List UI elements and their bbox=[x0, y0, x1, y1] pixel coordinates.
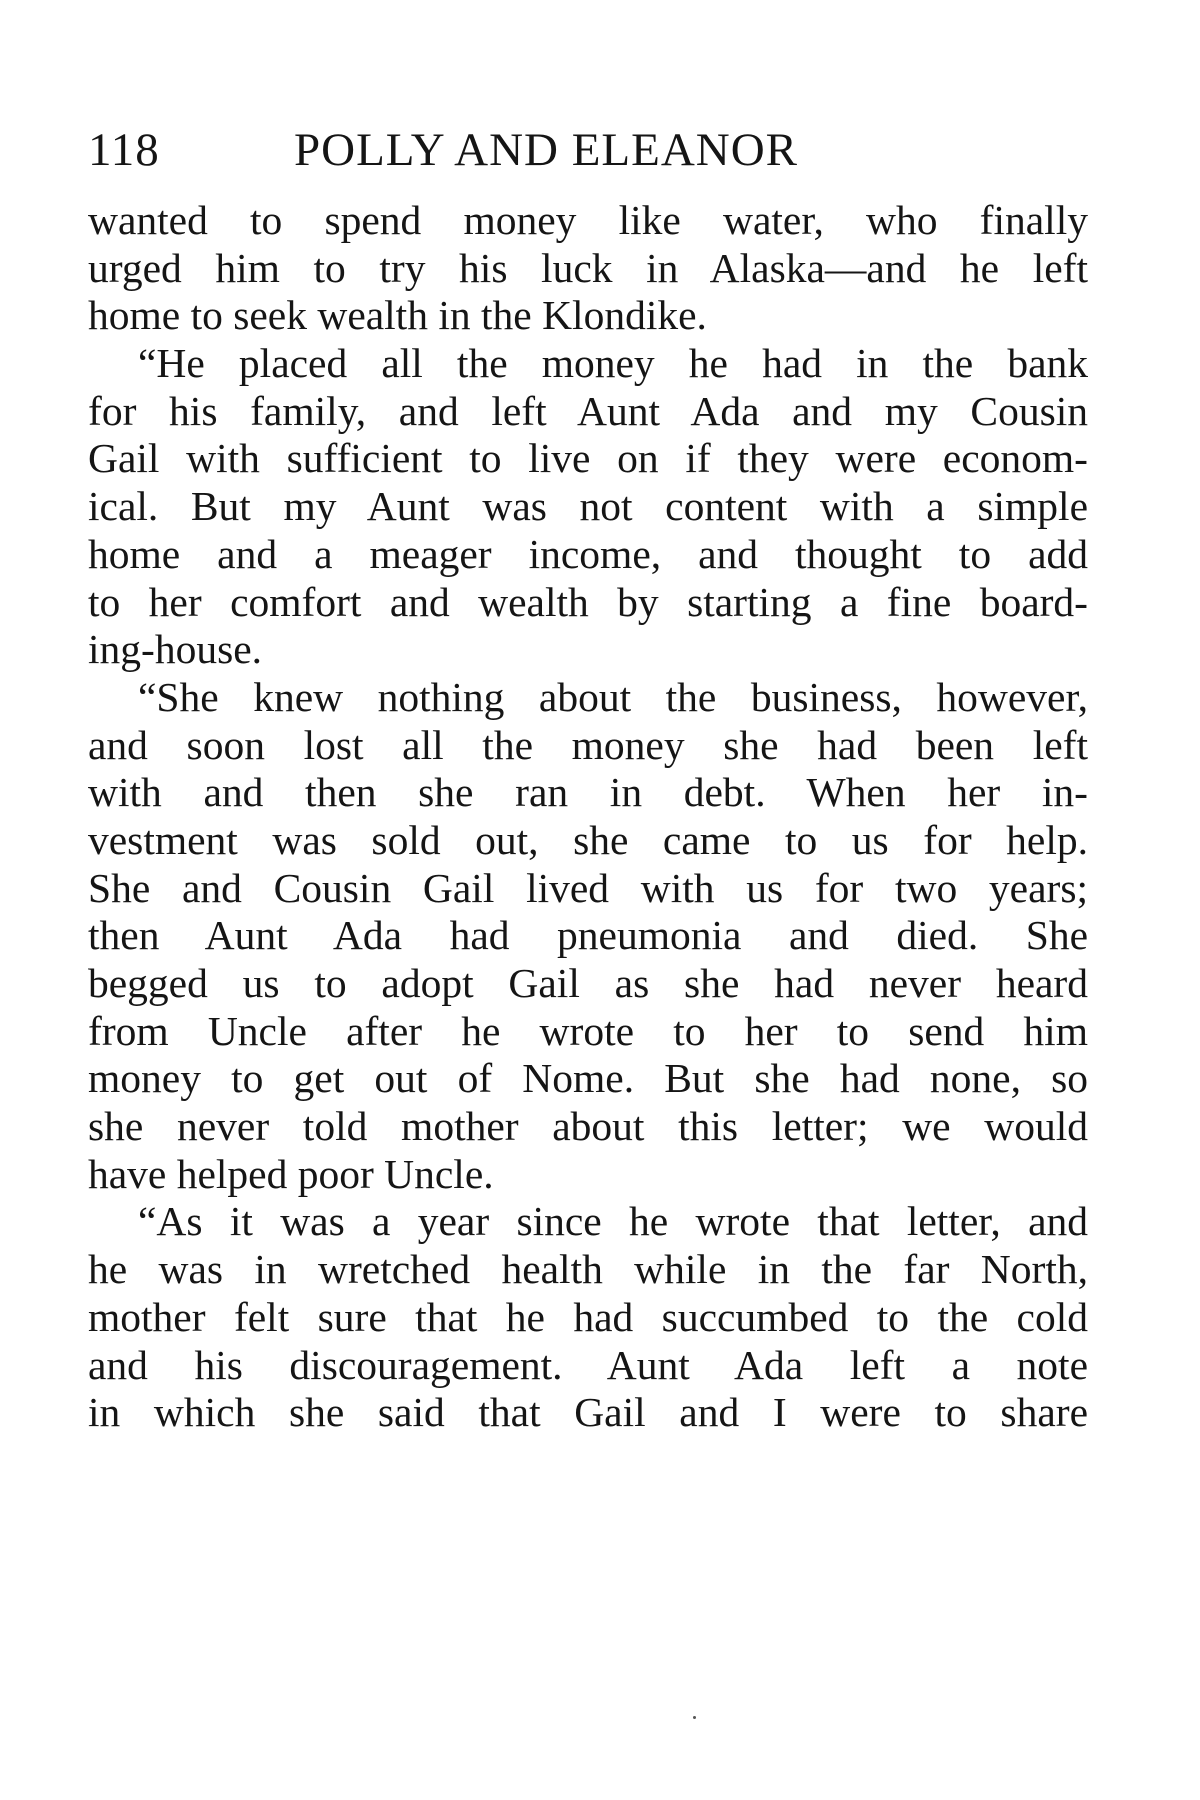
text-line: he was in wretched health while in the far North, bbox=[88, 1246, 1088, 1293]
text-line: to her comfort and wealth by starting a fine board- bbox=[88, 578, 1088, 625]
text-line: ing-house. bbox=[88, 626, 263, 673]
print-speck bbox=[693, 1716, 696, 1719]
text-line: she never told mother about this letter; we would bbox=[88, 1103, 1088, 1150]
text-line: and soon lost all the money she had been left bbox=[88, 721, 1088, 768]
text-line: and his discouragement. Aunt Ada left a note bbox=[88, 1341, 1088, 1388]
text-line: vestment was sold out, she came to us for help. bbox=[88, 816, 1088, 863]
paragraph-first-line: “He placed all the money he had in the bank bbox=[138, 340, 1088, 387]
text-line: She and Cousin Gail lived with us for two years; bbox=[88, 864, 1088, 911]
text-line: have helped poor Uncle. bbox=[88, 1150, 494, 1197]
paragraph-first-line: “She knew nothing about the business, however, bbox=[138, 673, 1088, 720]
text-line: begged us to adopt Gail as she had never heard bbox=[88, 960, 1088, 1006]
paragraph-first-line: “As it was a year since he wrote that letter, and bbox=[138, 1198, 1088, 1245]
text-line: ical. But my Aunt was not content with a simple bbox=[88, 483, 1088, 530]
text-line: Gail with sufficient to live on if they were econom- bbox=[88, 435, 1088, 482]
text-line: mother felt sure that he had succumbed to the cold bbox=[88, 1293, 1088, 1340]
text-line: from Uncle after he wrote to her to send him bbox=[88, 1007, 1088, 1054]
page-header bbox=[88, 120, 1088, 180]
text-line: for his family, and left Aunt Ada and my Cousin bbox=[88, 387, 1088, 434]
text-line: wanted to spend money like water, who finally bbox=[88, 197, 1088, 243]
text-line: then Aunt Ada had pneumonia and died. She bbox=[88, 912, 1088, 959]
text-line: home and a meager income, and thought to add bbox=[88, 530, 1088, 577]
page-number: 118 bbox=[88, 124, 160, 176]
text-line: money to get out of Nome. But she had none, so bbox=[88, 1055, 1088, 1102]
text-line: home to seek wealth in the Klondike. bbox=[88, 292, 707, 339]
text-line: in which she said that Gail and I were to share bbox=[88, 1389, 1088, 1436]
body-text bbox=[88, 197, 1088, 1437]
text-line: urged him to try his luck in Alaska—and he left bbox=[88, 244, 1088, 291]
text-line: with and then she ran in debt. When her in- bbox=[88, 769, 1088, 816]
running-title: POLLY AND ELEANOR bbox=[294, 124, 799, 176]
